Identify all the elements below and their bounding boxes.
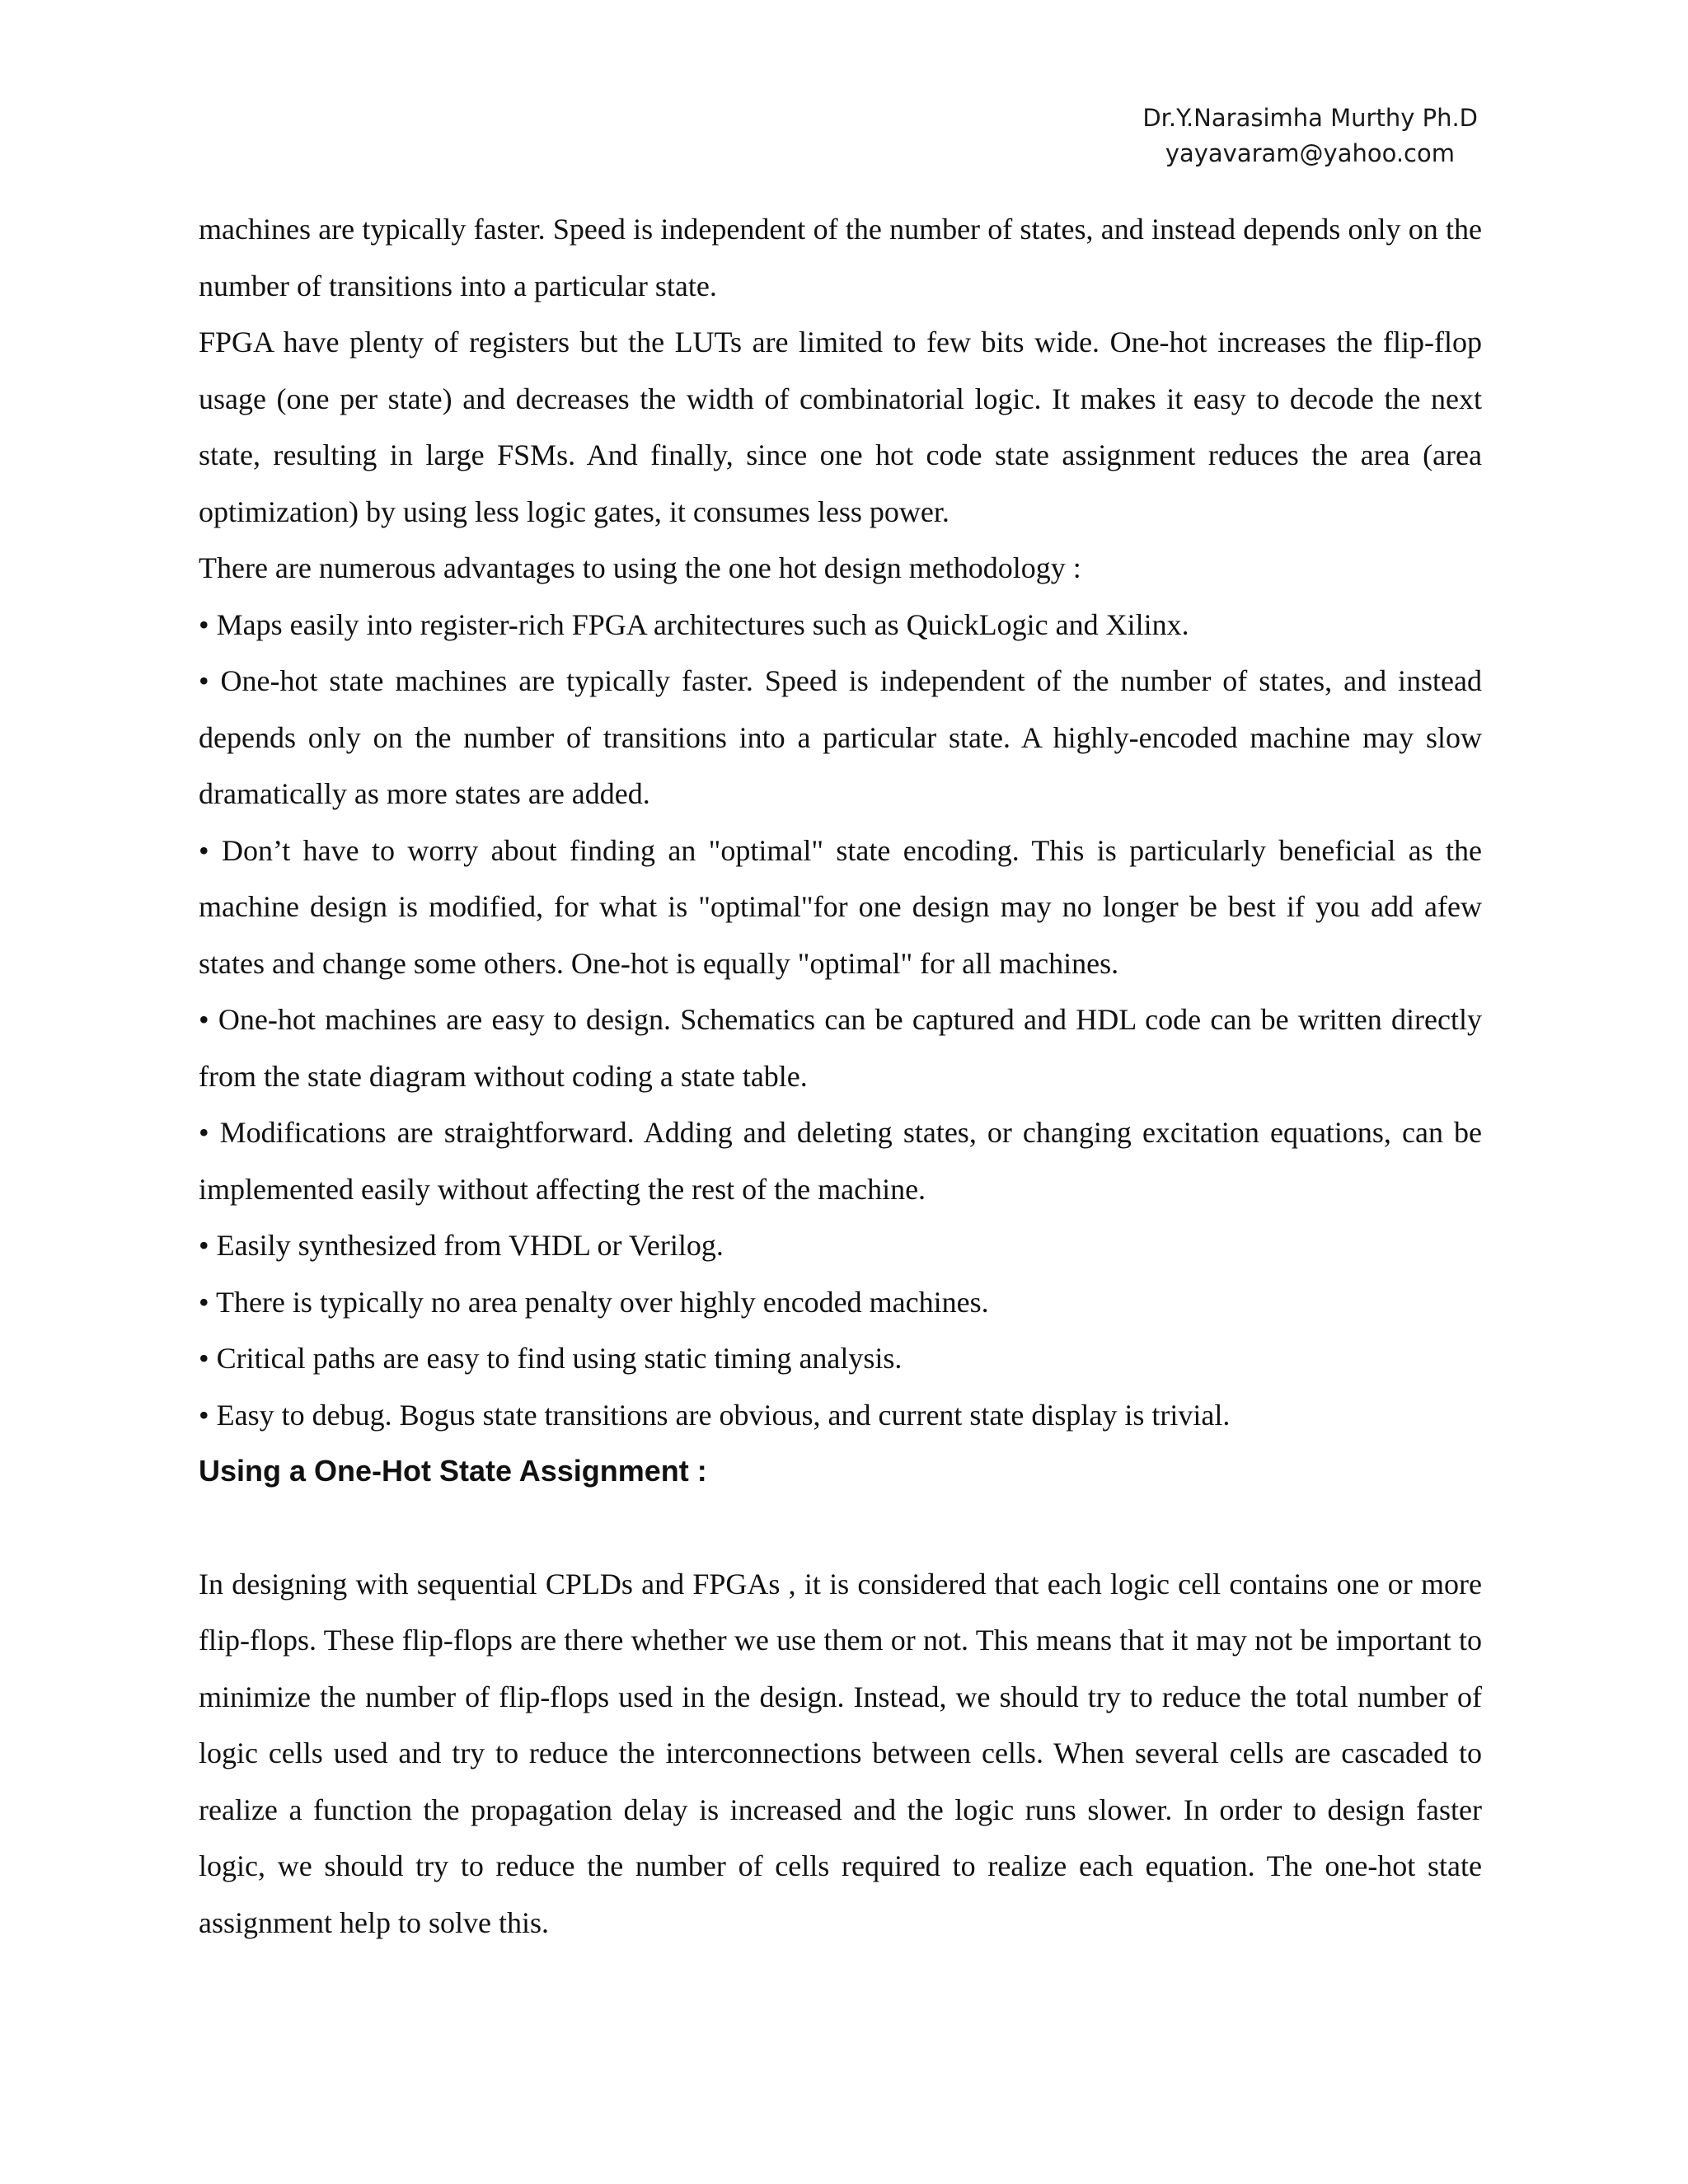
paragraph-intro-continuation: machines are typically faster. Speed is independent of the number of states, and instead depends only on the number of transitions into a particular state.	[199, 213, 1482, 302]
author-name: Dr.Y.Narasimha Murthy Ph.D	[1142, 104, 1478, 132]
document-body	[199, 201, 1482, 1951]
bullet-item: • There is typically no area penalty over highly encoded machines.	[199, 1285, 989, 1319]
paragraph-fpga-registers: FPGA have plenty of registers but the LUTs are limited to few bits wide. One-hot increases the flip-flop usage (one per state) and decreases the width of combinatorial logic. It makes it easy to decode the next state, resulting in large FSMs. And finally, since one hot code state assignment reduces the area (area optimization) by using less logic gates, it consumes less power.	[199, 326, 1482, 528]
bullet-item: • Modifications are straightforward. Adding and deleting states, or changing excitation equations, can be implemented easily without affecting the rest of the machine.	[199, 1116, 1482, 1206]
paragraph-one-hot-assignment: In designing with sequential CPLDs and FPGAs , it is considered that each logic cell contains one or more flip-flops. These flip-flops are there whether we use them or not. This means that it may not be important to minimize the number of flip-flops used in the design. Instead, we should try to reduce the total number of logic cells used and try to reduce the interconnections between cells. When several cells are cascaded to realize a function the propagation delay is increased and the logic runs slower. In order to design faster logic, we should try to reduce the number of cells required to realize each equation. The one-hot state assignment help to solve this.	[199, 1567, 1482, 1939]
section-heading: Using a One-Hot State Assignment :	[199, 1454, 707, 1488]
paragraph-advantages-lead: There are numerous advantages to using the one hot design methodology :	[199, 551, 1081, 584]
bullet-item: • One-hot state machines are typically faster. Speed is independent of the number of states, and instead depends only on the number of transitions into a particular state. A highly-encoded machine may slow dramatically as more states are added.	[199, 664, 1482, 810]
author-email: yayavaram@yahoo.com	[1165, 139, 1455, 167]
bullet-item: • Maps easily into register-rich FPGA architectures such as QuickLogic and Xilinx.	[199, 607, 1189, 641]
page-header	[1142, 101, 1478, 171]
bullet-item: • Don’t have to worry about finding an "optimal" state encoding. This is particularly beneficial as the machine design is modified, for what is "optimal"for one design may no longer be best if you add afew states and change some others. One-hot is equally "optimal" for all machines.	[199, 833, 1482, 980]
bullet-item: • Easy to debug. Bogus state transitions are obvious, and current state display is trivial.	[199, 1398, 1231, 1432]
bullet-item: • One-hot machines are easy to design. Schematics can be captured and HDL code can be written directly from the state diagram without coding a state table.	[199, 1003, 1482, 1093]
bullet-item: • Easily synthesized from VHDL or Verilog.	[199, 1229, 724, 1262]
bullet-item: • Critical paths are easy to find using static timing analysis.	[199, 1342, 903, 1375]
